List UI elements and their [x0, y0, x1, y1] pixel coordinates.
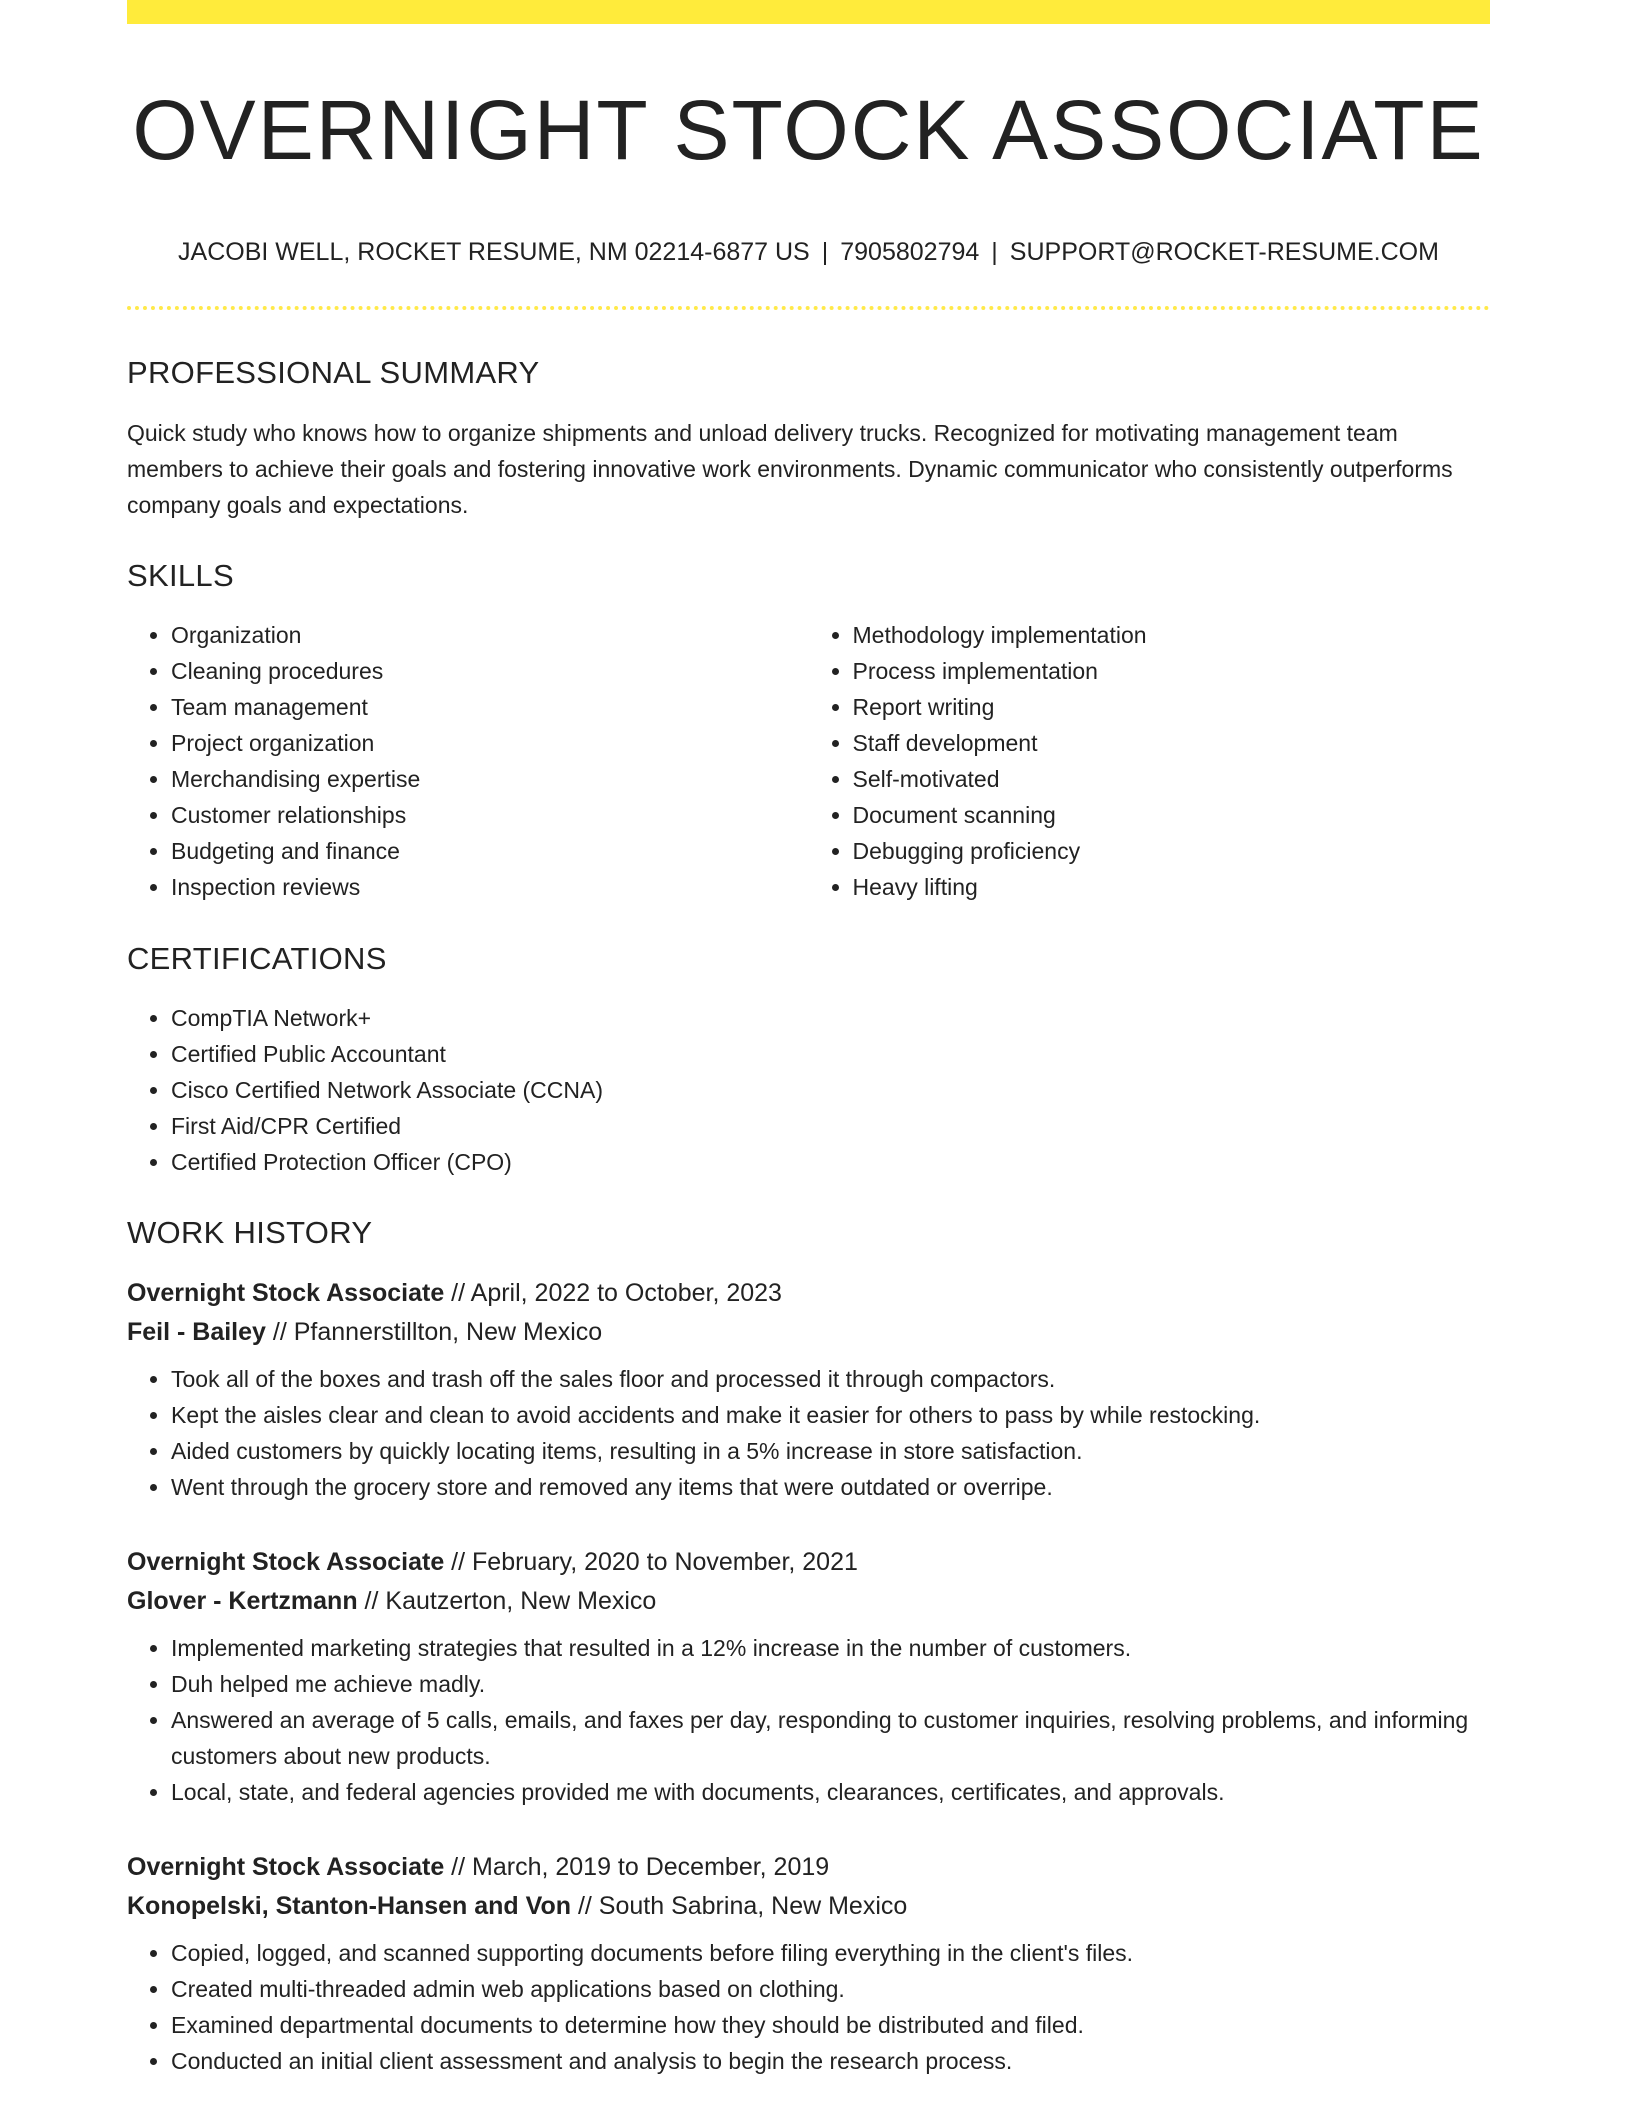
job-bullets: [127, 1361, 1490, 1505]
job-company-line: [127, 1582, 1490, 1621]
job-bullet: • Kept the aisles clear and clean to avoid accidents and make it easier for others to pass by while restocking.: [171, 1397, 1490, 1433]
skills-list-left: [127, 617, 809, 905]
job-company-line: [127, 1887, 1490, 1926]
skill-item: • Debugging proficiency: [853, 833, 1491, 869]
contact-email: SUPPORT@ROCKET-RESUME.COM: [1009, 238, 1439, 266]
job-bullet: • Went through the grocery store and removed any items that were outdated or overripe.: [171, 1469, 1490, 1505]
skill-item: • Process implementation: [853, 653, 1491, 689]
certification-item: • Cisco Certified Network Associate (CCNA): [171, 1072, 1490, 1108]
job-company-line: [127, 1313, 1490, 1352]
job-entry: [127, 1274, 1490, 1505]
job-bullet: • Took all of the boxes and trash off the sales floor and processed it through compactors.: [171, 1361, 1490, 1397]
skill-item: • Self-motivated: [853, 761, 1491, 797]
job-bullet: • Examined departmental documents to determine how they should be distributed and filed.: [171, 2007, 1490, 2043]
job-bullet: • Implemented marketing strategies that resulted in a 12% increase in the number of customers.: [171, 1630, 1490, 1666]
skill-item: • Staff development: [853, 725, 1491, 761]
job-title-line: [127, 1848, 1490, 1887]
job-dates: // March, 2019 to December, 2019: [444, 1853, 830, 1881]
certifications-heading: CERTIFICATIONS: [127, 941, 387, 976]
certification-item: • First Aid/CPR Certified: [171, 1108, 1490, 1144]
certification-item: • Certified Public Accountant: [171, 1036, 1490, 1072]
work-history-heading: WORK HISTORY: [127, 1215, 373, 1250]
skill-item: • Report writing: [853, 689, 1491, 725]
summary-heading: PROFESSIONAL SUMMARY: [127, 355, 540, 390]
job-bullet: • Copied, logged, and scanned supporting documents before filing everything in the client's files.: [171, 1935, 1490, 1971]
skills-columns: [127, 617, 1490, 905]
job-bullet: • Aided customers by quickly locating items, resulting in a 5% increase in store satisfaction.: [171, 1433, 1490, 1469]
job-title: Overnight Stock Associate: [127, 1853, 445, 1881]
skill-item: • Team management: [171, 689, 809, 725]
contact-address: JACOBI WELL, ROCKET RESUME, NM 02214-6877 US: [178, 238, 810, 266]
resume-page: [127, 0, 1490, 2079]
job-bullet: • Created multi-threaded admin web applications based on clothing.: [171, 1971, 1490, 2007]
job-company: Feil - Bailey: [127, 1318, 266, 1346]
job-company: Konopelski, Stanton-Hansen and Von: [127, 1892, 572, 1920]
skills-list-right: [809, 617, 1491, 905]
job-title-line: [127, 1543, 1490, 1582]
skill-item: • Inspection reviews: [171, 869, 809, 905]
job-entry: [127, 1543, 1490, 1810]
certification-item: • CompTIA Network+: [171, 1000, 1490, 1036]
skill-item: • Customer relationships: [171, 797, 809, 833]
job-bullet: • Answered an average of 5 calls, emails, and faxes per day, responding to customer inquiries, resolving problems, and informing customers about new products.: [171, 1702, 1490, 1774]
job-dates: // April, 2022 to October, 2023: [444, 1279, 782, 1307]
job-location: // South Sabrina, New Mexico: [571, 1892, 908, 1920]
job-company: Glover - Kertzmann: [127, 1587, 358, 1615]
certification-item: • Certified Protection Officer (CPO): [171, 1144, 1490, 1180]
job-bullet: • Conducted an initial client assessment and analysis to begin the research process.: [171, 2043, 1490, 2079]
job-location: // Kautzerton, New Mexico: [357, 1587, 657, 1615]
job-bullets: [127, 1630, 1490, 1810]
top-accent-bar: [127, 0, 1490, 24]
job-title-line: [127, 1274, 1490, 1313]
certifications-list: [127, 1000, 1490, 1180]
skill-item: • Cleaning procedures: [171, 653, 809, 689]
job-bullet: • Local, state, and federal agencies provided me with documents, clearances, certificates, and approvals.: [171, 1774, 1490, 1810]
skill-item: • Organization: [171, 617, 809, 653]
skill-item: • Merchandising expertise: [171, 761, 809, 797]
dotted-divider: [127, 306, 1490, 310]
skill-item: • Budgeting and finance: [171, 833, 809, 869]
skill-item: • Heavy lifting: [853, 869, 1491, 905]
skill-item: • Project organization: [171, 725, 809, 761]
skills-heading: SKILLS: [127, 558, 234, 593]
job-title: Overnight Stock Associate: [127, 1279, 445, 1307]
contact-line: [127, 240, 1490, 265]
job-dates: // February, 2020 to November, 2021: [444, 1548, 858, 1576]
skill-item: • Methodology implementation: [853, 617, 1491, 653]
skill-item: • Document scanning: [853, 797, 1491, 833]
contact-separator: |: [991, 238, 998, 266]
resume-title: OVERNIGHT STOCK ASSOCIATE: [132, 83, 1485, 177]
job-bullets: [127, 1935, 1490, 2079]
contact-separator: |: [821, 238, 829, 266]
contact-phone: 7905802794: [840, 238, 980, 266]
job-location: // Pfannerstillton, New Mexico: [265, 1318, 603, 1346]
job-title: Overnight Stock Associate: [127, 1548, 445, 1576]
job-bullet: • Duh helped me achieve madly.: [171, 1666, 1490, 1702]
summary-text: Quick study who knows how to organize shipments and unload delivery trucks. Recognized for motivating management team members to achieve their goals and fostering innovative work environments. Dynamic communicator who consistently outperforms company goals and expectations.: [127, 420, 1453, 518]
job-entry: [127, 1848, 1490, 2079]
